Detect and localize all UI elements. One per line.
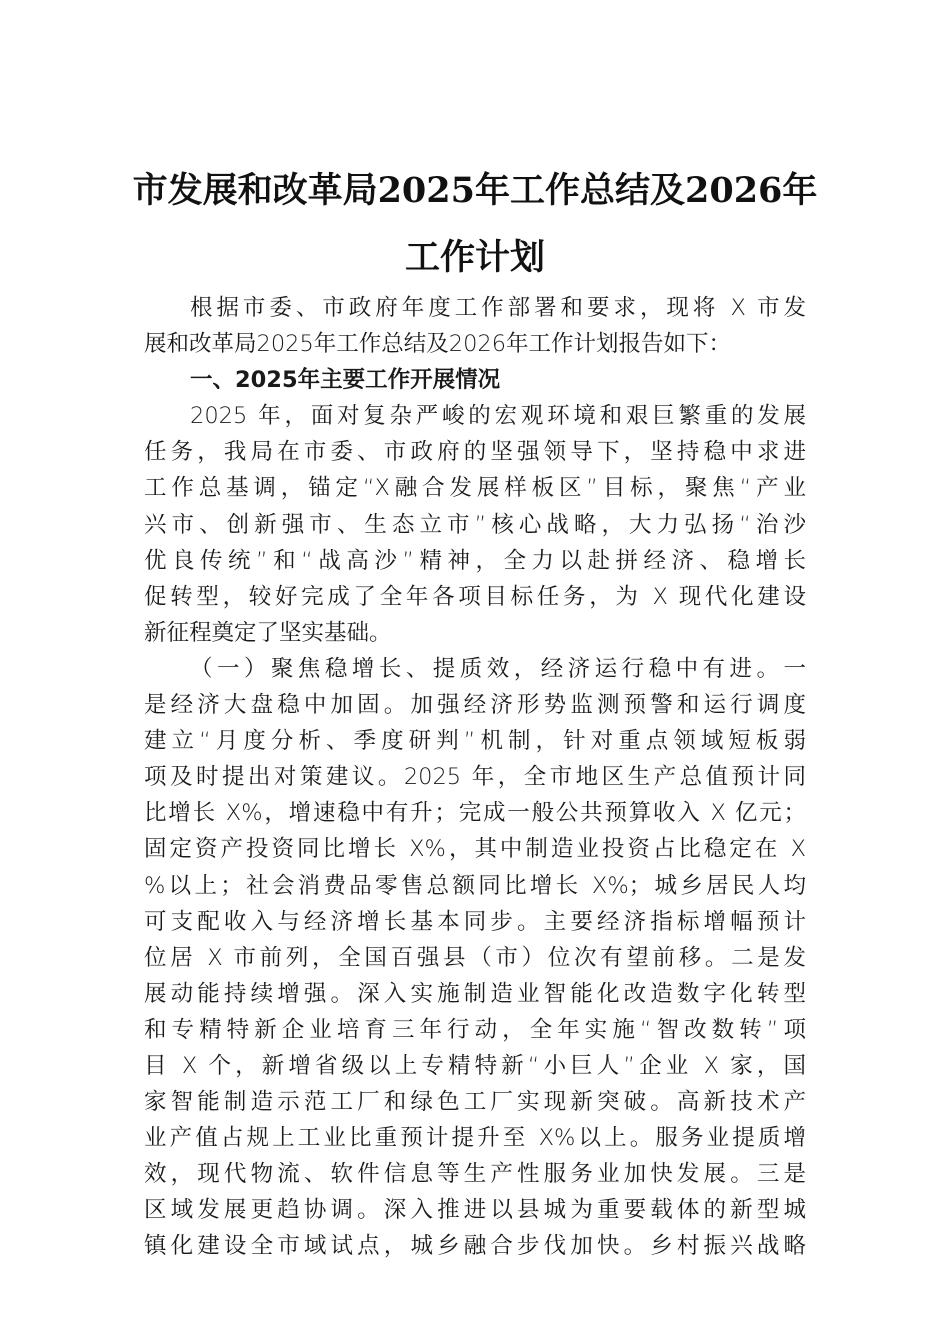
document-title-line-2: 工作计划 (404, 237, 545, 278)
paragraph-line: 展动能持续增强。深入实施制造业智能化改造数字化转型 (144, 980, 806, 1007)
paragraph-line: 项及时提出对策建议。2025 年，全市地区生产总值预计同 (144, 764, 806, 791)
paragraph-line: 比增长 X%，增速稳中有升；完成一般公共预算收入 X 亿元； (144, 800, 806, 827)
paragraph-line: 和专精特新企业培育三年行动，全年实施“智改数转”项 (144, 1016, 806, 1043)
paragraph-line: %以上；社会消费品零售总额同比增长 X%；城乡居民人均 (144, 872, 806, 899)
document-title-line-1: 市发展和改革局2025年工作总结及2026年 (132, 170, 818, 211)
paragraph-line: 固定资产投资同比增长 X%，其中制造业投资占比稳定在 X (144, 836, 806, 863)
intro-line: 展和改革局2025年工作总结及2026年工作计划报告如下： (144, 331, 732, 358)
paragraph-line: 家智能制造示范工厂和绿色工厂实现新突破。高新技术产 (144, 1089, 806, 1116)
document-body (144, 290, 806, 1265)
paragraph-line: 区域发展更趋协调。深入推进以县城为重要载体的新型城 (144, 1197, 806, 1224)
section-heading: 一、2025年主要工作开展情况 (190, 367, 501, 394)
paragraph-line: 2025 年，面对复杂严峻的宏观环境和艰巨繁重的发展 (190, 403, 806, 430)
paragraph-line: 建立“月度分析、季度研判”机制，针对重点领域短板弱 (144, 728, 806, 755)
paragraph-line: 任务，我局在市委、市政府的坚强领导下，坚持稳中求进 (144, 439, 806, 466)
paragraph-line: （一）聚焦稳增长、提质效，经济运行稳中有进。一 (190, 655, 806, 682)
paragraph-line: 位居 X 市前列，全国百强县（市）位次有望前移。二是发 (144, 944, 806, 971)
paragraph-line: 新征程奠定了坚实基础。 (144, 619, 392, 646)
paragraph-line: 是经济大盘稳中加固。加强经济形势监测预警和运行调度 (144, 692, 806, 719)
paragraph-line: 业产值占规上工业比重预计提升至 X%以上。服务业提质增 (144, 1125, 806, 1152)
paragraph-line: 目 X 个，新增省级以上专精特新“小巨人”企业 X 家，国 (144, 1052, 806, 1079)
paragraph-line: 促转型，较好完成了全年各项目标任务，为 X 现代化建设 (144, 583, 806, 610)
intro-line: 根据市委、市政府年度工作部署和要求，现将 X 市发 (190, 295, 806, 321)
paragraph-line: 优良传统”和“战高沙”精神，全力以赴拼经济、稳增长 (144, 547, 806, 574)
paragraph-line: 镇化建设全市域试点，城乡融合步伐加快。乡村振兴战略 (144, 1233, 806, 1260)
paragraph-line: 效，现代物流、软件信息等生产性服务业加快发展。三是 (144, 1161, 806, 1188)
paragraph-line: 工作总基调，锚定“X融合发展样板区”目标，聚焦“产业 (144, 475, 806, 502)
paragraph-line: 可支配收入与经济增长基本同步。主要经济指标增幅预计 (144, 908, 806, 935)
paragraph-line: 兴市、创新强市、生态立市”核心战略，大力弘扬“治沙 (144, 511, 806, 538)
